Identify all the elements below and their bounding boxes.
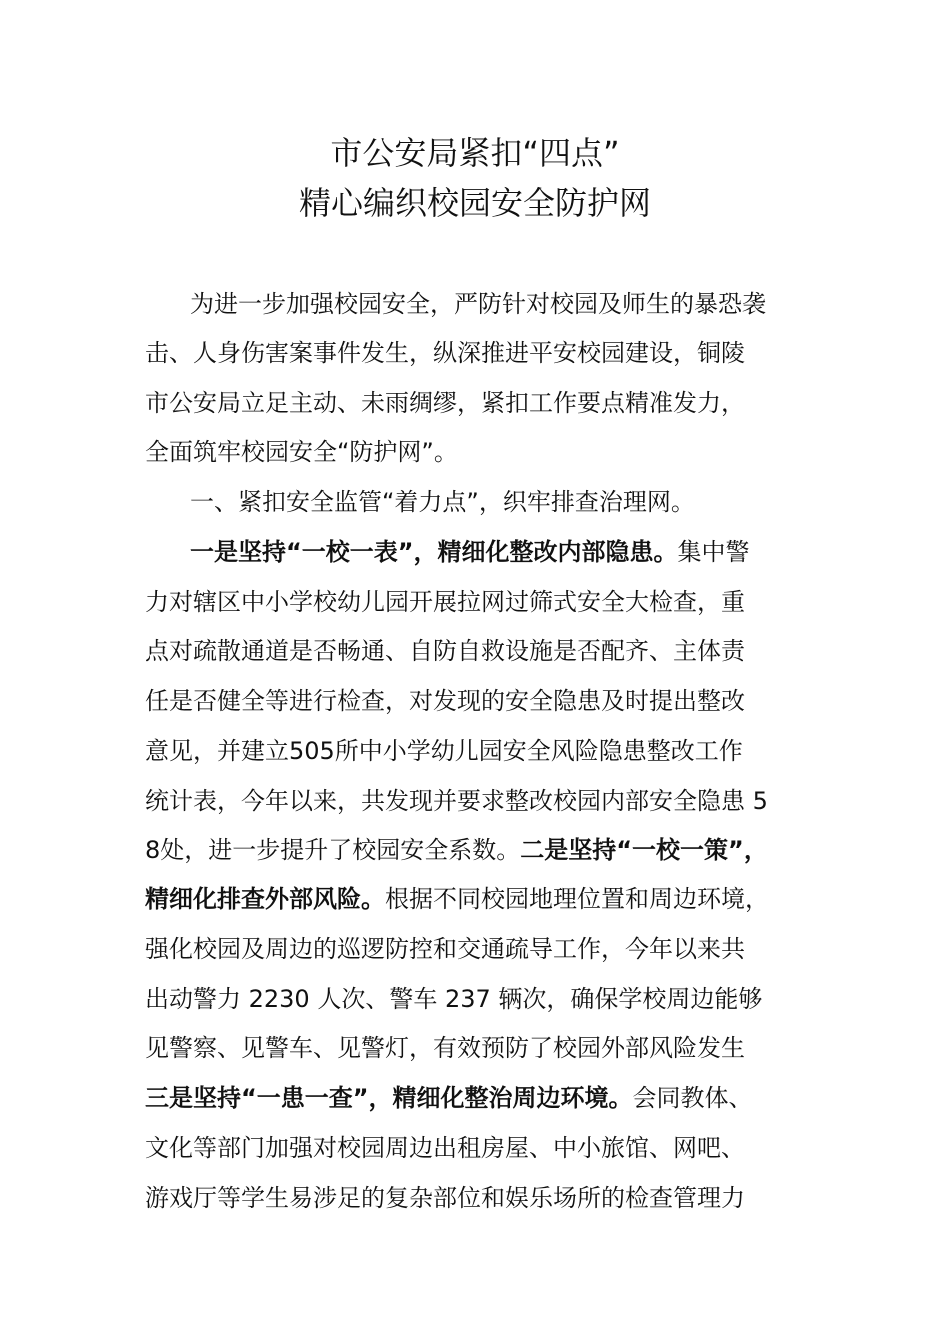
paragraph-line (145, 882, 845, 916)
text-segment: 集中警 (677, 538, 750, 566)
text-segment: 见警察、见警车、见警灯，有效预防了校园外部风险发生 (145, 1034, 745, 1062)
text-segment: 击、人身伤害案事件发生，纵深推进平安校园建设，铜陵 (145, 339, 745, 367)
text-segment: 出动警力 2230 人次、警车 237 辆次，确保学校周边能够 (145, 985, 763, 1013)
bold-text-segment: 一是坚持“一校一表”，精细化整改内部隐患。 (190, 538, 678, 566)
text-segment: 根据不同校园地理位置和周边环境， (385, 885, 769, 913)
text-segment: 全面筑牢校园安全“防护网”。 (145, 438, 458, 466)
bold-text-segment: 二是坚持“一校一策”， (520, 836, 768, 864)
paragraph-line (145, 932, 845, 966)
text-segment: 统计表，今年以来，共发现并要求整改校园内部安全隐患 5 (145, 787, 768, 815)
paragraph-line (145, 336, 845, 370)
bold-text-segment: 三是坚持“一患一查”，精细化整治周边环境。 (145, 1084, 633, 1112)
paragraph-line (190, 287, 890, 321)
document-title-line-2: 精心编织校园安全防护网 (298, 184, 651, 222)
text-segment: 任是否健全等进行检查，对发现的安全隐患及时提出整改 (145, 687, 745, 715)
text-segment: 点对疏散通道是否畅通、自防自救设施是否配齐、主体责 (145, 637, 745, 665)
paragraph-line (190, 535, 890, 569)
paragraph-line (145, 435, 845, 469)
text-segment: 8处，进一步提升了校园安全系数。 (145, 836, 521, 864)
paragraph-line (145, 833, 845, 867)
text-segment: 意见，并建立505所中小学幼儿园安全风险隐患整改工作 (145, 737, 743, 765)
paragraph-line (145, 585, 845, 619)
text-segment: 力对辖区中小学校幼儿园开展拉网过筛式安全大检查，重 (145, 588, 745, 616)
text-segment: 为进一步加强校园安全，严防针对校园及师生的暴恐袭 (190, 290, 766, 318)
paragraph-line (145, 1081, 845, 1115)
paragraph-line (145, 634, 845, 668)
paragraph-line (145, 734, 845, 768)
text-segment: 强化校园及周边的巡逻防控和交通疏导工作，今年以来共 (145, 935, 745, 963)
paragraph-line (190, 485, 890, 519)
text-segment: 文化等部门加强对校园周边出租房屋、中小旅馆、网吧、 (145, 1134, 745, 1162)
paragraph-line (145, 1181, 845, 1215)
document-title-line-1: 市公安局紧扣“四点” (330, 134, 620, 172)
text-segment: 游戏厅等学生易涉足的复杂部位和娱乐场所的检查管理力 (145, 1184, 745, 1212)
paragraph-line (145, 684, 845, 718)
bold-text-segment: 精细化排查外部风险。 (145, 885, 385, 913)
paragraph-line (145, 784, 845, 818)
paragraph-line (145, 1031, 845, 1065)
paragraph-line (145, 982, 845, 1016)
text-segment: 会同教体、 (632, 1084, 753, 1112)
paragraph-line (145, 386, 845, 420)
text-segment: 市公安局立足主动、未雨绸缪，紧扣工作要点精准发力， (145, 389, 745, 417)
paragraph-line (145, 1131, 845, 1165)
text-segment: 一、紧扣安全监管“着力点”，织牢排查治理网。 (190, 488, 695, 516)
